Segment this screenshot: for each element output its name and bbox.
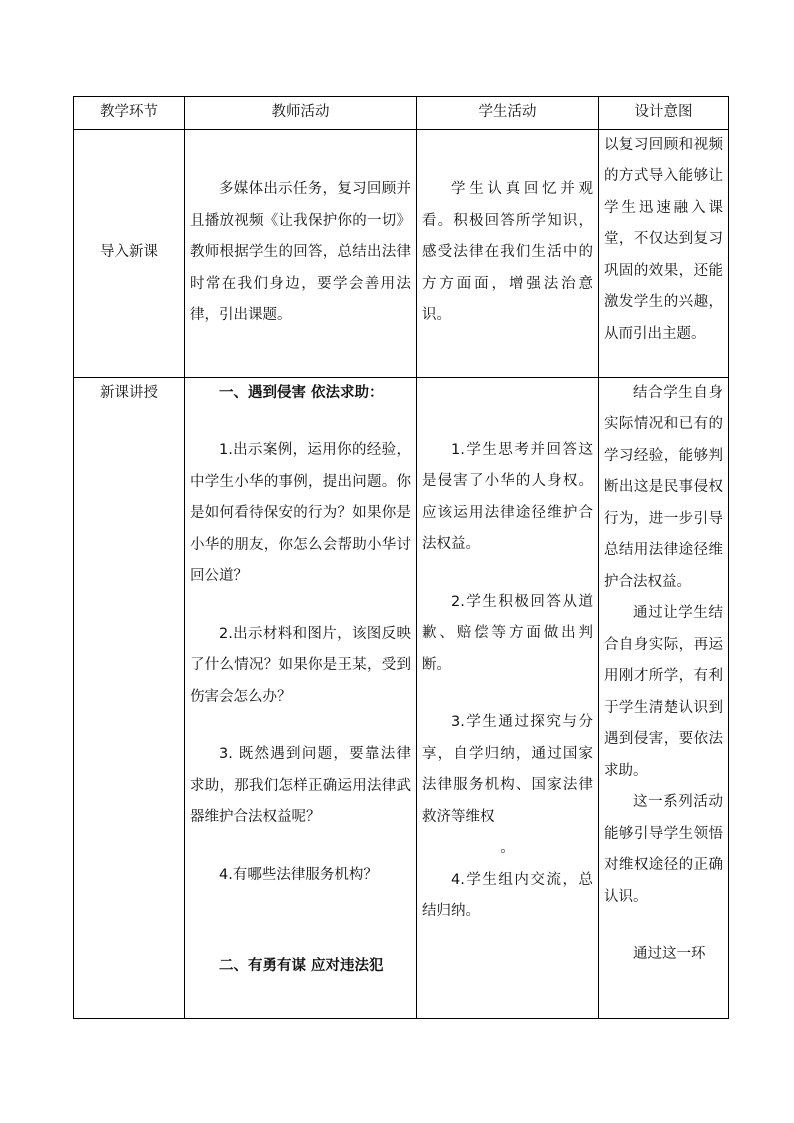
table-row — [74, 129, 729, 377]
teacher-paragraph: 4.有哪些法律服务机构？ — [219, 866, 378, 883]
teacher-cell — [185, 129, 417, 377]
teacher-cell — [185, 377, 417, 1018]
stage-cell: 新课讲授 — [74, 377, 185, 1018]
design-cell — [599, 129, 729, 377]
teacher-paragraph: 3. 既然遇到问题，要靠法律求助，那我们怎样正确运用法律武器维护合法权益呢？ — [190, 746, 411, 825]
design-paragraph: 通过这一环 — [633, 946, 706, 962]
student-paragraph: 2.学生积极回答从道歉、赔偿等方面做出判断。 — [422, 593, 593, 673]
student-cell — [417, 377, 599, 1018]
header-student: 学生活动 — [417, 97, 599, 130]
lesson-plan-table — [73, 96, 729, 1019]
design-cell — [599, 377, 729, 1018]
teacher-text: 多媒体出示任务，复习回顾并且播放视频《让我保护你的一切》 教师根据学生的回答，总结出法律时常在我们身边，要学会善用法律，引出课题。 — [190, 181, 411, 324]
table-row — [74, 377, 729, 1018]
student-paragraph: 3.学生通过探究与分享，自学归纳，通过国家法律服务机构、国家法律救济等维权 — [422, 714, 593, 825]
student-paragraph: 1.学生思考并回答这是侵害了小华的人身权。应该运用法律途径维护合法权益。 — [422, 441, 593, 552]
header-design: 设计意图 — [599, 97, 729, 130]
student-paragraph-tail: 。 — [500, 840, 515, 856]
section-heading: 二、有勇有谋 应对违法犯 — [219, 958, 384, 974]
design-text: 以复习回顾和视频的方式导入能够让学生迅速融入课堂，不仅达到复习巩固的效果，还能激发学生的兴趣，从而引出主题。 — [604, 136, 723, 342]
header-row — [74, 97, 729, 130]
header-stage: 教学环节 — [74, 97, 185, 130]
section-heading: 一、遇到侵害 依法求助： — [219, 384, 384, 401]
teacher-paragraph: 2.出示材料和图片，该图反映了什么情况？如果你是王某，受到伤害会怎么办？ — [190, 625, 411, 705]
design-paragraph: 这一系列活动能够引导学生领悟对维权途径的正确认识。 — [604, 794, 723, 905]
design-paragraph: 通过让学生结合自身实际，再运用刚才所学，有利于学生清楚认识到遇到侵害，要依法求助。 — [604, 605, 723, 779]
teacher-paragraph: 1.出示案例，运用你的经验，中学生小华的事例，提出问题。你是如何看待保安的行为？如果你是小华的朋友，你怎么会帮助小华讨回公道？ — [190, 442, 411, 584]
stage-cell: 导入新课 — [74, 129, 185, 377]
student-paragraph: 4.学生组内交流，总结归纳。 — [422, 871, 593, 919]
student-cell — [417, 129, 599, 377]
header-teacher: 教师活动 — [185, 97, 417, 130]
student-text: 学生认真回忆并观看。积极回答所学知识，感受法律在我们生活中的方方面面，增强法治意识。 — [422, 181, 593, 324]
design-paragraph: 结合学生自身实际情况和已有的学习经验，能够判断出这是民事侵权行为，进一步引导总结用法律途径维护合法权益。 — [604, 384, 723, 590]
